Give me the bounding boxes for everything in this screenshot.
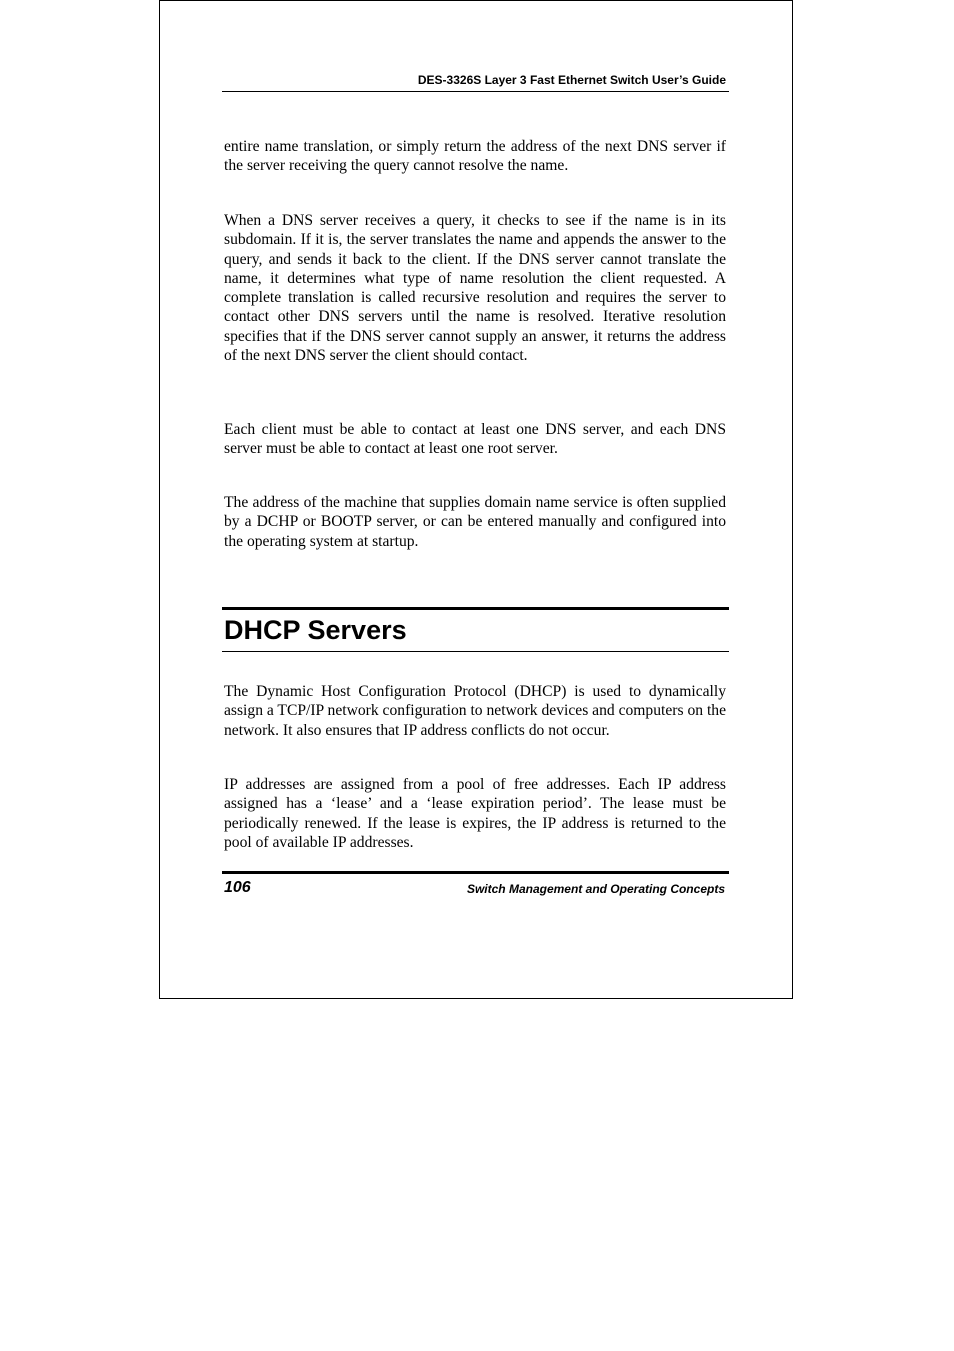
paragraph-dns-query: When a DNS server receives a query, it checks to see if the name is in its subdomain. If it is, the server translates the name and appends the answer to the query, and sends it back to the client. If the DNS server cannot translate the name, it determines what type of name resolution the client requested. A complete translation is called recursive resolution and requires the server to contact other DNS servers until the name is resolved. Iterative resolution specifies that if the DNS server cannot supply an answer, it returns the address of the next DNS server the client should contact. <box>224 212 726 365</box>
paragraph-dns-address: The address of the machine that supplies domain name service is often supplied by a DCHP or BOOTP server, or can be entered manually and configured into the operating system at startup. <box>224 494 726 550</box>
header-rule <box>222 91 729 92</box>
section-rule-top <box>222 607 729 610</box>
footer-chapter-title: Switch Management and Operating Concepts <box>466 882 725 896</box>
paragraph-dhcp-intro: The Dynamic Host Configuration Protocol (DHCP) is used to dynamically assign a TCP/IP network configuration to network devices and computers on the network. It also ensures that IP address conflicts do not occur. <box>224 683 726 739</box>
page-number: 106 <box>224 879 251 896</box>
paragraph-dns-continuation: entire name translation, or simply return the address of the next DNS server if the server receiving the query cannot resolve the name. <box>224 138 726 175</box>
paragraph-dns-client: Each client must be able to contact at least one DNS server, and each DNS server must be able to contact at least one root server. <box>224 421 726 458</box>
section-rule-bottom <box>222 651 729 652</box>
paragraph-dhcp-lease: IP addresses are assigned from a pool of free addresses. Each IP address assigned has a ‘lease’ and a ‘lease expiration period’. The lease must be periodically renewed. If the lease is expires, the IP address is returned to the pool of available IP addresses. <box>224 776 726 851</box>
section-title: DHCP Servers <box>224 615 407 645</box>
footer-rule <box>222 871 729 874</box>
running-header: DES-3326S Layer 3 Fast Ethernet Switch User’s Guide <box>417 73 726 87</box>
